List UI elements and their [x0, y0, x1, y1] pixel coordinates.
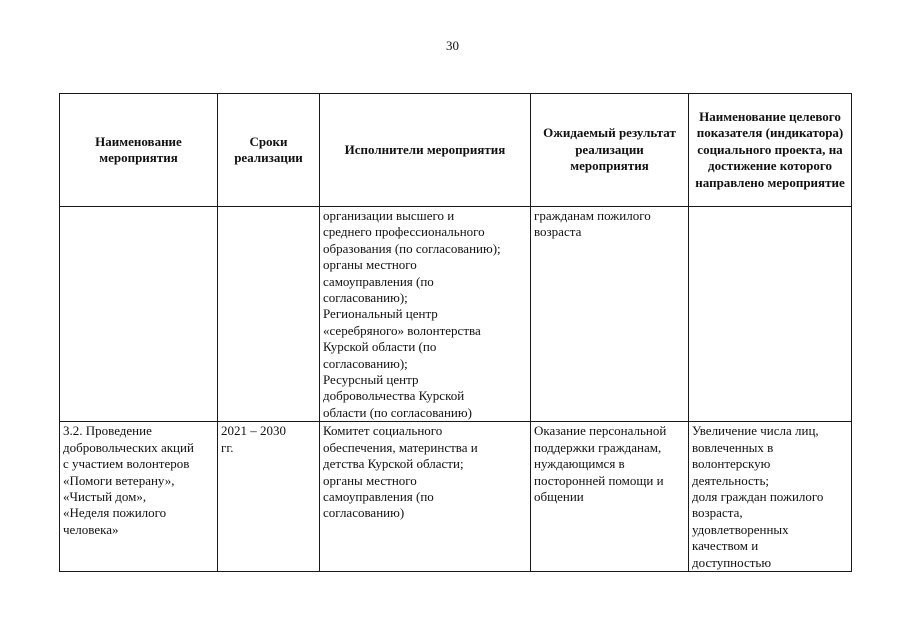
cell-line: гражданам пожилого	[534, 208, 651, 223]
table-header-row	[60, 94, 852, 207]
header-line: которого направлено	[695, 158, 832, 190]
cell-line: «Чистый дом»,	[63, 488, 147, 504]
cell-line: добровольческих акций	[63, 439, 194, 455]
cell-line: посторонней помощи и	[534, 472, 664, 488]
cell-line: нуждающимся в	[534, 456, 625, 472]
cell-line: области (по согласованию)	[323, 404, 472, 420]
cell-line: поддержки гражданам,	[534, 439, 662, 455]
cell-timeframe	[218, 207, 320, 422]
cell-line: возраста,	[692, 505, 743, 521]
cell-line: 2021 – 2030	[221, 423, 286, 439]
cell-line: Комитет социального	[323, 423, 443, 439]
header-line: мероприятия	[99, 150, 178, 165]
header-target-indicator	[689, 94, 852, 207]
cell-target-indicator	[689, 207, 852, 422]
cell-line: среднего профессионального	[323, 224, 485, 240]
header-line: социального проекта,	[697, 141, 826, 157]
cell-line: Курской области (по	[323, 339, 437, 355]
table-row-3-2	[60, 422, 852, 572]
cell-line: вовлеченных в	[692, 439, 774, 455]
cell-line: 3.2. Проведение	[63, 423, 152, 439]
cell-line: возраста	[534, 224, 582, 240]
cell-line: доступностью	[692, 554, 772, 570]
cell-line: Региональный центр	[323, 306, 438, 322]
cell-line: доля граждан пожилого	[692, 488, 824, 504]
header-line: на достижение	[708, 141, 843, 174]
header-line: Исполнители мероприятия	[344, 141, 506, 157]
cell-expected-result	[531, 207, 689, 422]
cell-event-name	[60, 422, 218, 572]
cell-line: Ресурсный центр	[323, 372, 419, 388]
cell-line: детства Курской области;	[323, 456, 464, 472]
header-line: результат реализации	[575, 125, 676, 157]
cell-line: с участием волонтеров	[63, 456, 190, 472]
cell-event-name	[60, 207, 218, 422]
cell-line: удовлетворенных	[692, 521, 789, 537]
cell-line: гг.	[221, 439, 234, 455]
cell-line: согласованию)	[323, 505, 405, 521]
cell-line: Оказание персональной	[534, 423, 667, 439]
cell-line: образования (по согласованию);	[323, 240, 501, 256]
cell-line: согласованию);	[323, 355, 408, 371]
cell-executors	[320, 422, 531, 572]
cell-line: «серебряного» волонтерства	[323, 322, 481, 338]
header-line: реализации	[234, 150, 303, 165]
cell-line: качеством и	[692, 538, 759, 554]
cell-line: самоуправления (по	[323, 273, 434, 289]
cell-line: добровольчества Курской	[323, 388, 465, 404]
cell-line: деятельность;	[692, 472, 770, 488]
header-line: мероприятия	[570, 158, 649, 174]
header-timeframe	[218, 94, 320, 207]
cell-line: самоуправления (по	[323, 488, 434, 504]
table-row-continuation	[60, 207, 852, 422]
cell-line: организации высшего и	[323, 208, 455, 223]
cell-line: органы местного	[323, 472, 417, 488]
cell-line: человека»	[63, 521, 119, 537]
cell-line: общении	[534, 488, 584, 504]
header-line: Сроки	[249, 133, 288, 149]
cell-line: согласованию);	[323, 290, 408, 306]
cell-line: Увеличение числа лиц,	[692, 423, 819, 439]
events-table	[59, 93, 852, 572]
header-line: Ожидаемый	[543, 125, 616, 141]
header-expected-result	[531, 94, 689, 207]
header-line: Наименование	[95, 133, 182, 149]
cell-line: «Помоги ветерану»,	[63, 472, 175, 488]
cell-timeframe	[218, 422, 320, 572]
header-line: целевого показателя	[696, 108, 841, 141]
cell-line: «Неделя пожилого	[63, 505, 167, 521]
cell-line: органы местного	[323, 257, 417, 273]
header-event-name	[60, 94, 218, 207]
page-number: 30	[446, 38, 459, 53]
header-line: мероприятие	[767, 174, 845, 190]
header-line: Наименование	[699, 108, 786, 124]
cell-line: волонтерскую	[692, 456, 771, 472]
cell-expected-result	[531, 422, 689, 572]
header-executors	[320, 94, 531, 207]
cell-target-indicator	[689, 422, 852, 572]
cell-executors	[320, 207, 531, 422]
header-line: (индикатора)	[765, 125, 844, 141]
cell-line: обеспечения, материнства и	[323, 439, 478, 455]
